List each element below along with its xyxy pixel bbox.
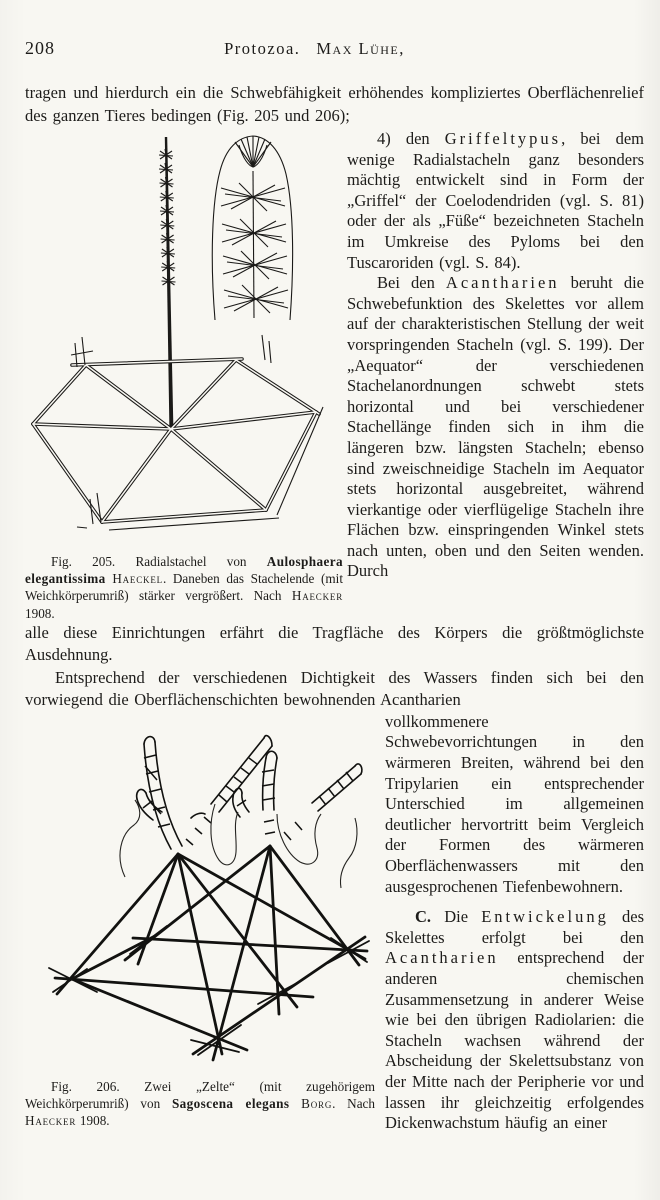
paragraph-griffeltypus: 4) den Griffeltypus, bei dem wenige Radialstacheln ganz besonders mächtig entwickelt sind in Form der „Griffel“ der Coelodendriden (vgl. S. 81) oder der als „Füße“ bezeichneten Stacheln im Umkreise des Pyloms bei den Tuscaroriden (vgl. S. 84).	[347, 129, 644, 272]
fig205-hex-lattice	[33, 335, 323, 530]
paragraph-acantharien: Bei den Acantharien beruht die Schwebefunktion des Skelettes vor allem auf der charakteristischen Stellung der weit vorspringenden Stacheln (vgl. S. 199). Der „Aequator“ der verschiedenen Stachelanordnungen schwebt stets horizontal und bei verschiedener Stachellänge finden sich in ihm die längeren bzw. längsten Stacheln; ebenso sind zweischneidige Stacheln im Aequator stets horizontal ausgebreitet, während vierkantige oder vierflügelige Stacheln ihre Flächen bzw. einspringenden Winkel stets nach unten, oben und den Seiten wenden. Durch	[347, 273, 644, 581]
species-name-sagoscena: Sagoscena elegans	[171, 1096, 290, 1112]
fig205-radial-spine	[159, 137, 176, 429]
figure-205-block	[25, 129, 347, 622]
fig206-apex1-spikes	[137, 735, 272, 848]
paragraph-entwickelung: C. Die Entwickelung des Skelettes erfolgt bei den Acantharien entsprechend der anderen chemischen Zusammensetzung in anderer Weise wie bei den übrigen Radiolarien: die Stacheln wachsen während der Abscheidung der Skelettsubstanz von der Mitte nach der Peripherie vor und lassen ihr gleichzeitig erfolgendes Dickenwachstum häufig an einer	[385, 907, 644, 1133]
species-name-aulosphaera: Aulosphaera elegantissima	[25, 554, 343, 587]
intro-paragraph: tragen und hierdurch ein die Schwebfähigkeit erhöhendes kompliziertes Oberflächenrelief des ganzen Tieres bedingen (Fig. 205 und 206);	[25, 83, 644, 125]
running-title-subject: Protozoa.	[224, 39, 301, 58]
paragraph-tiefenbewohner: vollkommenere Schwebevorrichtungen in den wärmeren Breiten, während bei den Tripylarien ein entsprechender Unterschied im allgemeinen deutlicher hervortritt beim Vergleich der Formen des wärmeren Oberflächenwassers mit den ausgesprochenen Tiefenbewohnern.	[385, 711, 644, 896]
paragraph-entsprechend: Entsprechend der verschiedenen Dichtigkeit des Wassers finden sich bei den vorwiegend die Oberflächenschichten bewohnenden Acantharien	[25, 667, 644, 710]
fig206-lattice	[55, 846, 367, 1060]
running-title	[25, 39, 604, 59]
column-right-upper	[347, 129, 644, 622]
fig205-spine-end-magnified	[212, 136, 292, 320]
figure-205-illustration	[27, 129, 345, 547]
fig206-apex2-spikes	[233, 751, 362, 840]
running-title-author: Max Lühe,	[316, 39, 405, 58]
section-fig206	[25, 712, 644, 1134]
column-right-lower	[385, 712, 644, 1134]
section-fig205	[25, 129, 644, 622]
page-header	[25, 38, 644, 64]
paragraph-ausdehnung: alle diese Einrichtungen erfährt die Tragfläche des Körpers die größtmöglichste Ausdehnung.	[25, 622, 644, 665]
page-number: 208	[25, 38, 55, 58]
figure-206-caption: Fig. 206. Zwei „Zelte“ (mit zugehörigem Weichkörperumriß) von Sagoscena elegans Borg. Nach Haecker 1908.	[25, 1078, 376, 1129]
figure-206-illustration	[25, 722, 375, 1074]
figure-206-block	[25, 712, 385, 1134]
figure-205-caption: Fig. 205. Radialstachel von Aulosphaera elegantissima Haeckel. Daneben das Stachelende (mit Weichkörperumriß) stärker vergrößert. Nach Haecker 1908.	[25, 554, 343, 621]
